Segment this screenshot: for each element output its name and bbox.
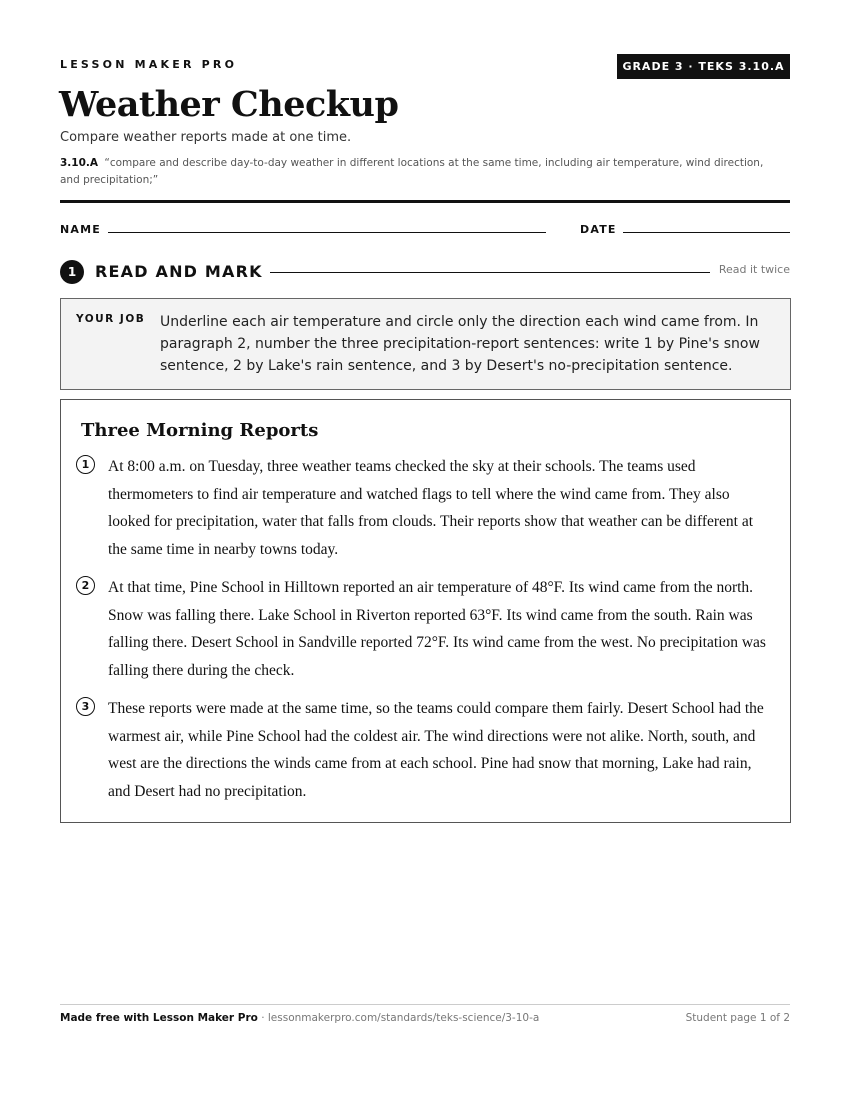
standard-text: “compare and describe day-to-day weather in different locations at the same time, including air temperature, wind direction, and precipitation;” xyxy=(60,157,764,186)
name-label: NAME xyxy=(60,223,101,236)
section-number-badge: 1 xyxy=(60,260,84,284)
section-note: Read it twice xyxy=(718,263,790,276)
reading-passage xyxy=(60,399,791,823)
footer-page-number: Student page 1 of 2 xyxy=(685,1012,790,1024)
paragraph-text[interactable]: At 8:00 a.m. on Tuesday, three weather teams checked the sky at their schools. The teams used thermometers to find air temperature and watched flags to tell where the wind came from. They also looked for precipitation, water that falls from clouds. Their reports show that weather can be different at the same time in nearby towns today. xyxy=(108,458,754,558)
name-field[interactable] xyxy=(108,232,546,233)
passage-title: Three Morning Reports xyxy=(81,420,319,441)
grade-badge: GRADE 3 · TEKS 3.10.A xyxy=(617,54,790,79)
footer-divider xyxy=(60,1004,790,1005)
footer-made-by: Made free with Lesson Maker Pro xyxy=(60,1012,258,1024)
footer-credit xyxy=(60,1012,539,1024)
brand-name: LESSON MAKER PRO xyxy=(60,58,238,71)
section-divider xyxy=(270,272,710,273)
header-divider xyxy=(60,200,790,203)
section-title: READ AND MARK xyxy=(95,262,263,281)
paragraph-text[interactable]: These reports were made at the same time, so the teams could compare them fairly. Desert School had the warmest air, while Pine School had the coldest air. The wind directions were not alike. North, south, and west are the directions the winds came from at each school. Pine had snow that morning, Lake had rain, and Desert had no precipitation. xyxy=(108,700,764,800)
footer-url[interactable]: · lessonmakerpro.com/standards/teks-science/3-10-a xyxy=(257,1012,540,1024)
standard-statement xyxy=(60,155,780,189)
instructions-box xyxy=(60,298,791,390)
page-subtitle: Compare weather reports made at one time. xyxy=(60,130,352,145)
paragraph-number: 2 xyxy=(76,576,95,595)
instructions-label: YOUR JOB xyxy=(76,313,146,325)
standard-code: 3.10.A xyxy=(60,157,99,169)
date-field[interactable] xyxy=(623,232,790,233)
page-title: Weather Checkup xyxy=(59,84,399,125)
paragraph-number: 3 xyxy=(76,697,95,716)
date-label: DATE xyxy=(580,223,617,236)
paragraph-number: 1 xyxy=(76,455,95,474)
instructions-text: Underline each air temperature and circle only the direction each wind came from. In paragraph 2, number the three precipitation-report sentences: write 1 by Pine's snow sentence, 2 by Lake's rain sentence, and 3 by Desert's no-precipitation sentence. xyxy=(160,314,760,374)
paragraph-text[interactable]: At that time, Pine School in Hilltown reported an air temperature of 48°F. Its wind came from the north. Snow was falling there. Lake School in Riverton reported 63°F. Its wind came from the south. Rain was falling there. Desert School in Sandville reported 72°F. Its wind came from the west. No precipitation was falling there during the check. xyxy=(108,579,766,679)
